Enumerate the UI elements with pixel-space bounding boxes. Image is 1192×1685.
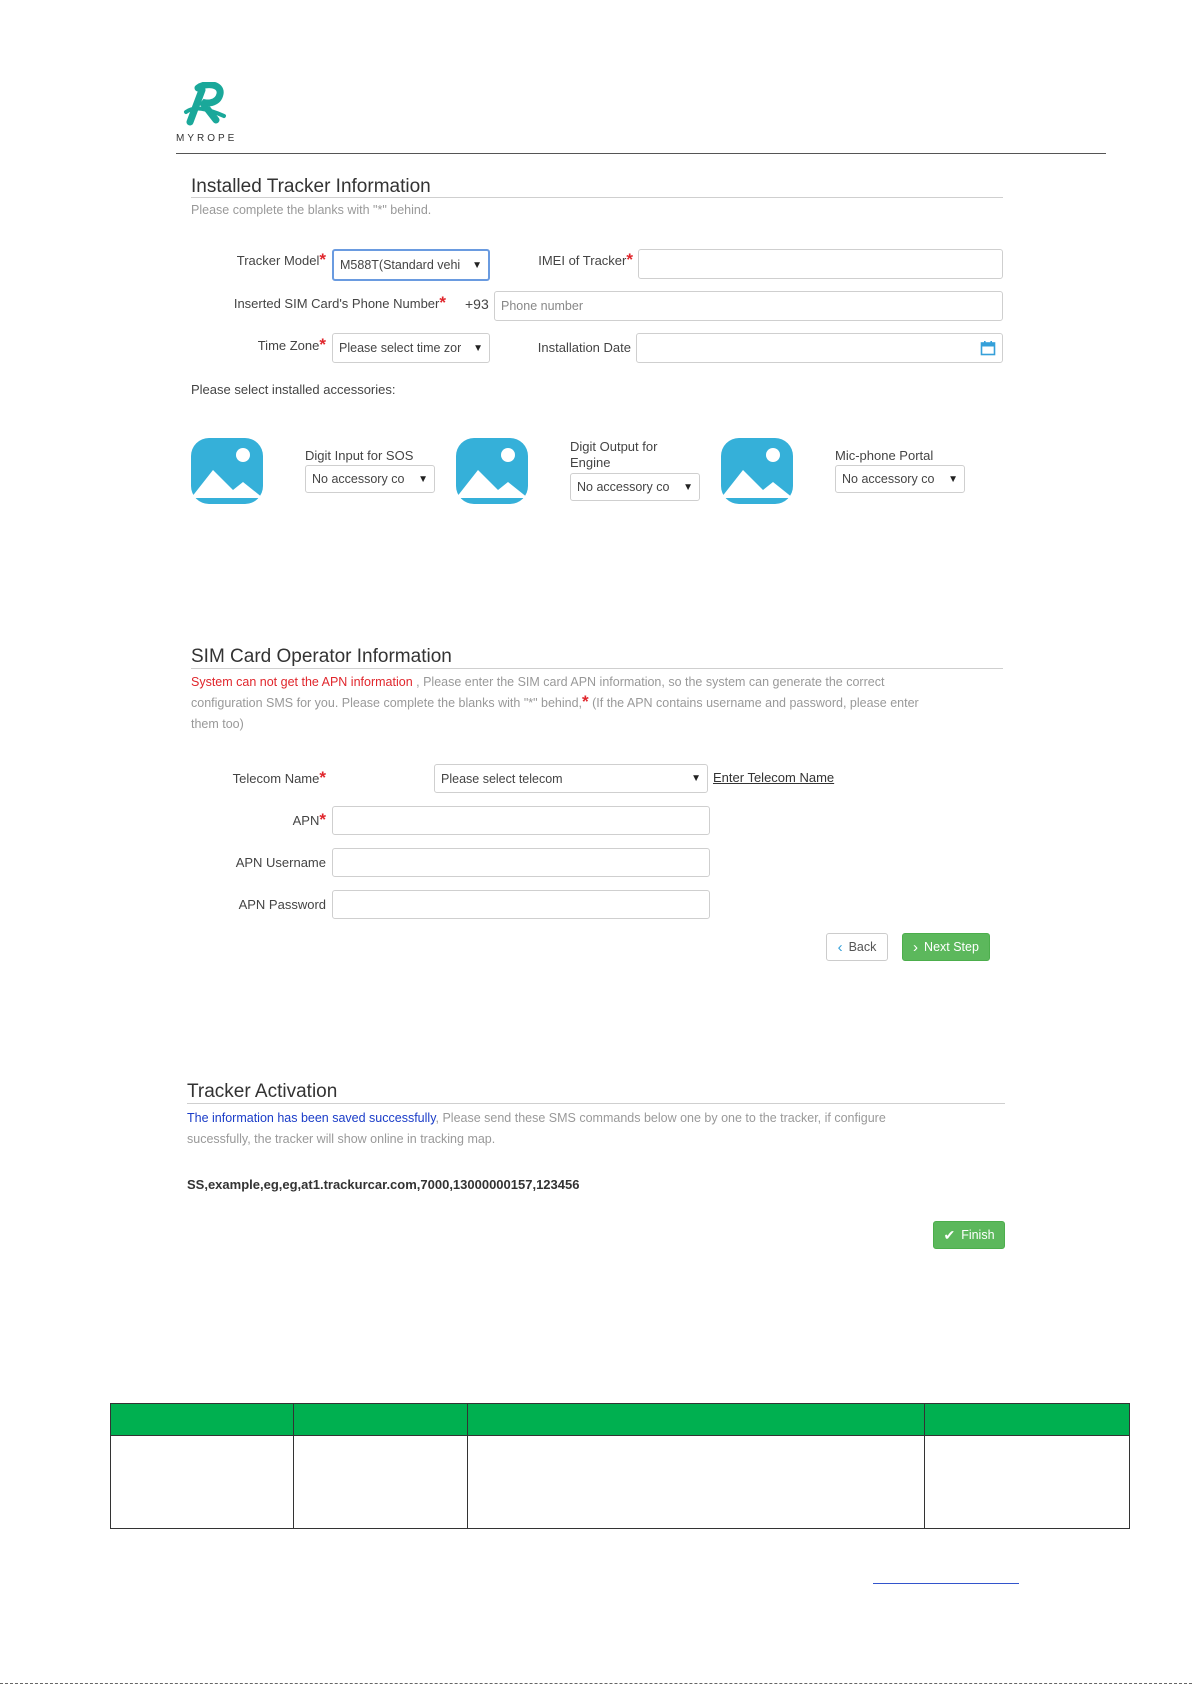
required-star: * (626, 250, 633, 269)
next-step-button[interactable]: › Next Step (902, 933, 990, 961)
apn-password-input[interactable] (332, 890, 710, 919)
section-title-activation: Tracker Activation (187, 1081, 338, 1102)
telecom-select[interactable]: Please select telecom ▼ (434, 764, 708, 793)
logo (176, 82, 246, 142)
sms-command: SS,example,eg,eg,at1.trackurcar.com,7000,13000000157,123456 (187, 1177, 580, 1192)
accessory-engine-label: Digit Output for Engine (570, 439, 658, 470)
accessory-mic-select[interactable]: No accessory co ▼ (835, 465, 965, 493)
tracker-model-select[interactable]: M588T(Standard vehi ▼ (332, 249, 490, 281)
myrope-logo-icon (176, 82, 246, 126)
check-icon: ✔ (943, 1226, 956, 1243)
tracker-model-label: Tracker Model* (236, 250, 326, 269)
image-placeholder-icon (191, 438, 263, 504)
time-zone-label: Time Zone* (257, 335, 326, 354)
accessory-sos-label: Digit Input for SOS (305, 448, 414, 463)
section-note: Please complete the blanks with "*" behind. (191, 203, 432, 217)
required-star: * (439, 293, 446, 312)
accessories-label: Please select installed accessories: (191, 382, 396, 397)
table-header-cell (924, 1403, 1130, 1436)
table-header-cell (467, 1403, 925, 1436)
table-cell (110, 1435, 294, 1529)
phone-number-input[interactable]: Phone number (494, 291, 1003, 321)
installation-date-label: Installation Date (537, 340, 631, 355)
table-cell (467, 1435, 925, 1529)
required-star: * (582, 692, 589, 711)
activation-note: The information has been saved successfully, Please send these SMS commands below one by one to the tracker, if configure sucessfully, the tracker will show online in tracking map. (187, 1111, 886, 1146)
finish-button[interactable]: ✔ Finish (933, 1221, 1005, 1249)
installation-date-input[interactable] (636, 333, 1003, 363)
chevron-right-icon: › (913, 938, 919, 956)
image-placeholder-icon (456, 438, 528, 504)
footer-bottom-rule (0, 1683, 1192, 1684)
sim-phone-label: Inserted SIM Card's Phone Number* (233, 293, 446, 312)
section-rule (191, 668, 1003, 669)
dropdown-arrow-icon: ▼ (473, 342, 483, 354)
required-star: * (319, 768, 326, 787)
imei-label: IMEI of Tracker* (538, 250, 633, 269)
section-rule (191, 197, 1003, 198)
accessory-mic-label: Mic-phone Portal (835, 448, 934, 463)
table-header-cell (110, 1403, 294, 1436)
sim-note: System can not get the APN information , Please enter the SIM card APN information, so the system can generate the correct configuration SMS for you. Please complete the blanks with "*" behind,* (If the APN contains username and password, please enter them too) (191, 675, 919, 731)
required-star: * (319, 250, 326, 269)
footer-link-underline[interactable] (873, 1583, 1019, 1584)
apn-username-input[interactable] (332, 848, 710, 877)
section-rule (187, 1103, 1005, 1104)
calendar-icon[interactable] (980, 340, 996, 356)
chevron-left-icon: ‹ (837, 938, 843, 956)
logo-text: MYROPE (176, 133, 238, 144)
apn-password-label: APN Password (238, 897, 326, 912)
table-cell (293, 1435, 468, 1529)
apn-username-label: APN Username (235, 855, 326, 870)
dropdown-arrow-icon: ▼ (472, 259, 482, 271)
apn-label: APN* (292, 810, 326, 829)
accessory-sos-select[interactable]: No accessory co ▼ (305, 465, 435, 493)
apn-input[interactable] (332, 806, 710, 835)
dropdown-arrow-icon: ▼ (683, 481, 693, 493)
imei-input[interactable] (638, 249, 1003, 279)
time-zone-select[interactable]: Please select time zor ▼ (332, 333, 490, 363)
image-placeholder-icon (721, 438, 793, 504)
dropdown-arrow-icon: ▼ (948, 473, 958, 485)
country-code[interactable]: +93 (465, 296, 489, 312)
table-header-cell (293, 1403, 468, 1436)
accessory-engine-select[interactable]: No accessory co ▼ (570, 473, 700, 501)
required-star: * (319, 810, 326, 829)
enter-telecom-link[interactable]: Enter Telecom Name (713, 770, 835, 785)
header-rule (176, 153, 1106, 154)
dropdown-arrow-icon: ▼ (418, 473, 428, 485)
telecom-label: Telecom Name* (232, 768, 326, 787)
section-title-tracker: Installed Tracker Information (191, 176, 431, 197)
back-button[interactable]: ‹ Back (826, 933, 888, 961)
required-star: * (319, 335, 326, 354)
section-title-sim: SIM Card Operator Information (191, 646, 452, 667)
table-cell (924, 1435, 1130, 1529)
dropdown-arrow-icon: ▼ (691, 773, 701, 784)
